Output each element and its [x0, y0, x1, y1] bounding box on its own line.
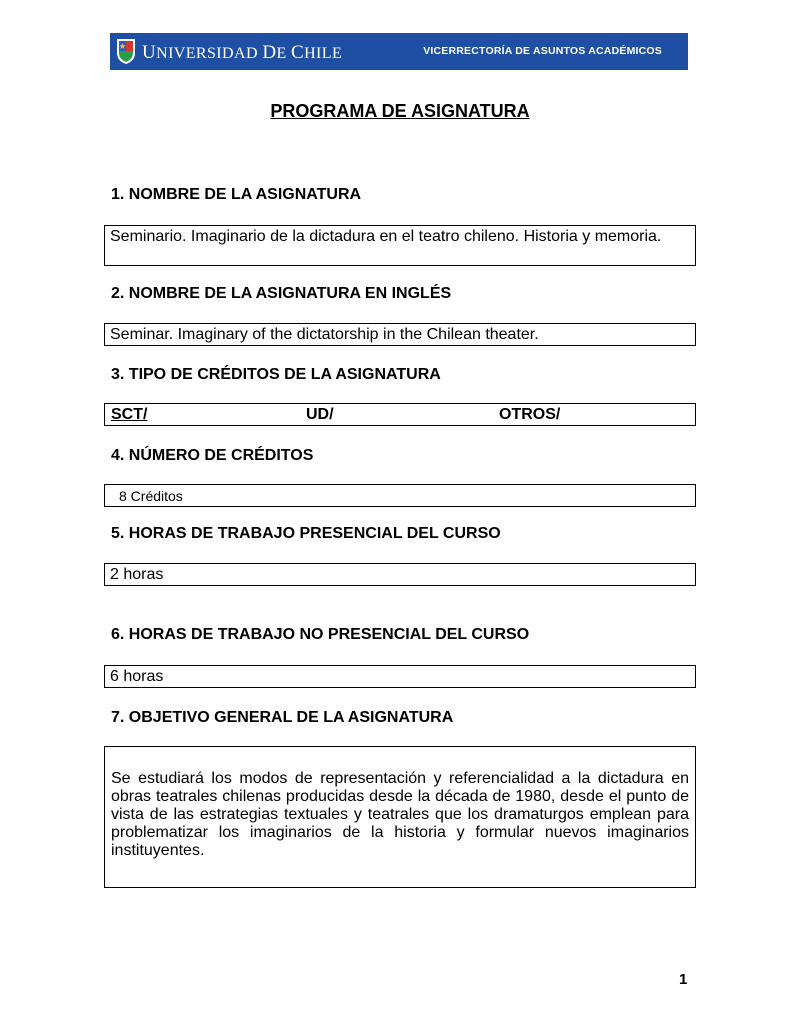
course-name-value: Seminario. Imaginario de la dictadura en el teatro chileno. Historia y memoria.	[110, 228, 662, 245]
course-name-english-value: Seminar. Imaginary of the dictatorship in the Chilean theater.	[110, 326, 539, 343]
credit-type-otros: OTROS/	[499, 406, 561, 423]
remote-hours-value: 6 horas	[110, 668, 164, 685]
in-person-hours-box	[104, 563, 696, 586]
credit-type-box	[104, 403, 696, 426]
vice-rectory-label: VICERRECTORÍA DE ASUNTOS ACADÉMICOS	[423, 45, 662, 57]
credit-number-box	[104, 484, 696, 507]
section-heading-in-person-hours: 5. HORAS DE TRABAJO PRESENCIAL DEL CURSO	[111, 525, 501, 542]
general-objective-box	[104, 746, 696, 888]
section-heading-general-objective: 7. OBJETIVO GENERAL DE LA ASIGNATURA	[111, 709, 454, 726]
section-heading-credit-type: 3. TIPO DE CRÉDITOS DE LA ASIGNATURA	[111, 366, 441, 383]
section-heading-credit-number: 4. NÚMERO DE CRÉDITOS	[111, 447, 314, 464]
section-heading-course-name: 1. NOMBRE DE LA ASIGNATURA	[111, 186, 362, 203]
section-heading-course-name-english: 2. NOMBRE DE LA ASIGNATURA EN INGLÉS	[111, 285, 452, 302]
university-name: UNIVERSIDAD DE CHILE	[142, 42, 343, 63]
credit-number-value: 8 Créditos	[119, 488, 183, 504]
credit-type-ud: UD/	[306, 406, 334, 423]
section-heading-remote-hours: 6. HORAS DE TRABAJO NO PRESENCIAL DEL CURSO	[111, 626, 530, 643]
header-banner	[110, 33, 688, 70]
course-name-box	[104, 225, 696, 266]
in-person-hours-value: 2 horas	[110, 566, 164, 583]
remote-hours-box	[104, 665, 696, 688]
page-title: PROGRAMA DE ASIGNATURA	[270, 101, 530, 121]
course-name-english-box	[104, 323, 696, 346]
general-objective-text: Se estudiará los modos de representación y referencialidad a la dictadura en obras teatrales chilenas producidas desde la década de 1980, desde el punto de vista de las estrategias textuales y teatrales que los dramaturgos emplean para problematizar los imaginarios de la historia y formular nuevos imaginarios instituyentes.	[111, 770, 689, 859]
page-number: 1	[679, 971, 688, 988]
university-crest-icon	[116, 37, 136, 65]
credit-type-sct: SCT/	[111, 406, 148, 423]
